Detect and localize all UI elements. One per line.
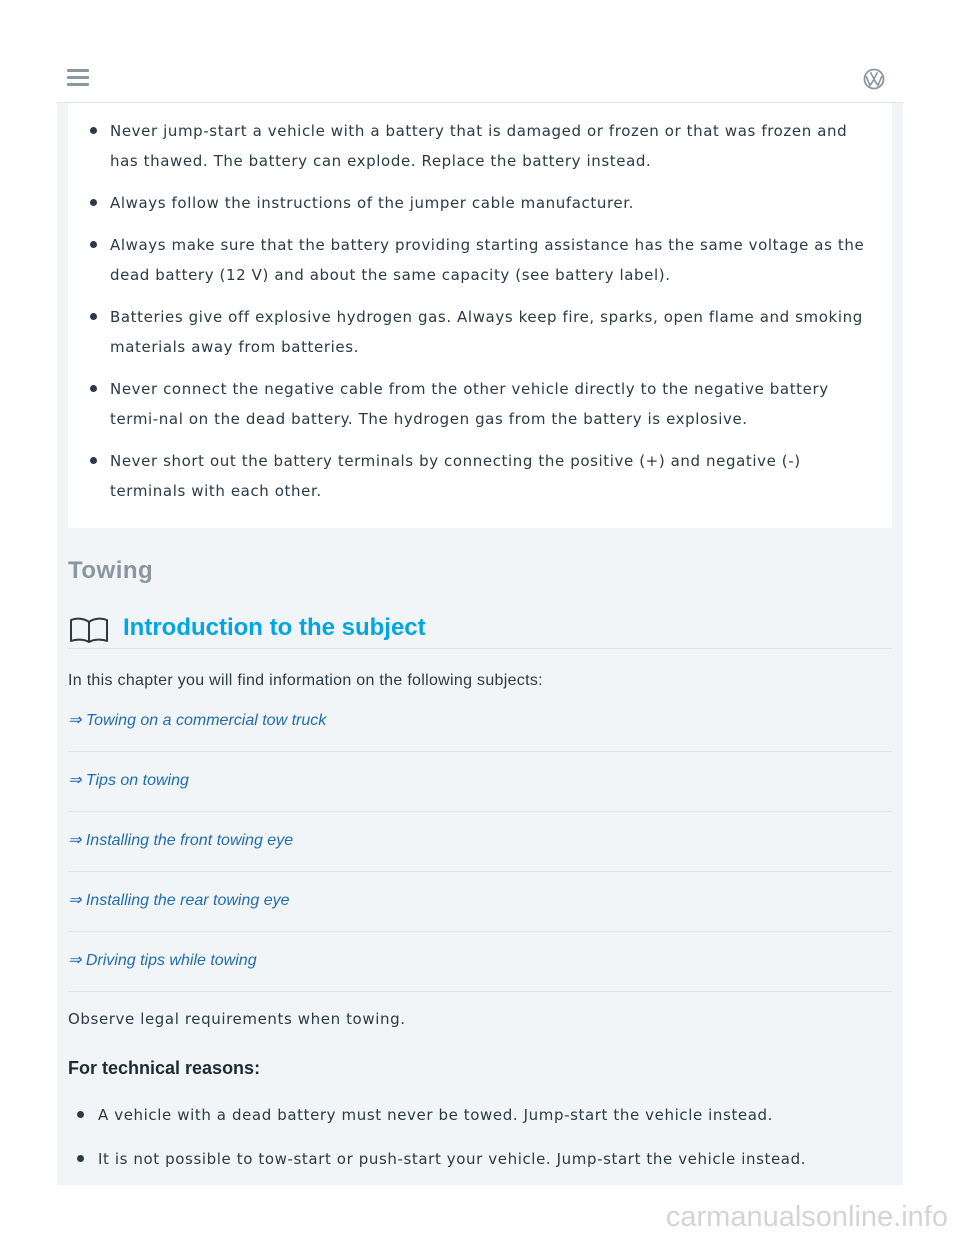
warning-box bbox=[68, 86, 892, 528]
list-item bbox=[68, 752, 892, 812]
warning-item: Batteries give off explosive hydrogen gas. Always keep fire, sparks, open flame and smoking materials away from batteries. bbox=[68, 302, 892, 362]
warning-item: Never jump-start a vehicle with a battery that is damaged or frozen or that was frozen and has thawed. The battery can explode. Replace the battery instead. bbox=[68, 116, 892, 176]
content-page bbox=[57, 102, 903, 1185]
tech-heading: For technical reasons: bbox=[68, 1058, 261, 1078]
tech-list bbox=[57, 1100, 903, 1188]
warning-item: Never connect the negative cable from the other vehicle directly to the negative battery termi-nal on the dead battery. The hydrogen gas from the battery is explosive. bbox=[68, 374, 892, 434]
list-item bbox=[68, 872, 892, 932]
book-icon bbox=[68, 616, 110, 644]
warning-item: Never short out the battery terminals by connecting the positive (+) and negative (-) terminals with each other. bbox=[68, 446, 892, 506]
link-tips-on-towing[interactable]: ⇒ Tips on towing bbox=[68, 772, 189, 789]
intro-title: Introduction to the subject bbox=[123, 614, 426, 641]
subject-links bbox=[68, 692, 892, 992]
list-item bbox=[68, 932, 892, 992]
tech-item: A vehicle with a dead battery must never be towed. Jump-start the vehicle instead. bbox=[57, 1100, 903, 1130]
watermark: carmanualsonline.info bbox=[665, 1201, 948, 1233]
intro-header bbox=[68, 611, 892, 649]
list-item bbox=[68, 812, 892, 872]
list-item bbox=[68, 692, 892, 752]
warning-list bbox=[68, 116, 892, 518]
section-title: Towing bbox=[68, 557, 154, 584]
warning-item: Always make sure that the battery providing starting assistance has the same voltage as the dead battery (12 V) and about the same capacity (see battery label). bbox=[68, 230, 892, 290]
top-bar bbox=[57, 57, 903, 103]
link-front-towing-eye[interactable]: ⇒ Installing the front towing eye bbox=[68, 832, 294, 849]
hamburger-icon[interactable] bbox=[67, 69, 89, 87]
link-commercial-tow-truck[interactable]: ⇒ Towing on a commercial tow truck bbox=[68, 712, 327, 729]
warning-item: Always follow the instructions of the jumper cable manufacturer. bbox=[68, 188, 892, 218]
vw-logo-icon[interactable] bbox=[863, 68, 885, 90]
tech-item: It is not possible to tow-start or push-start your vehicle. Jump-start the vehicle instead. bbox=[57, 1144, 903, 1174]
intro-text: In this chapter you will find information on the following subjects: bbox=[68, 672, 543, 689]
observe-text: Observe legal requirements when towing. bbox=[68, 1010, 406, 1028]
link-driving-tips-towing[interactable]: ⇒ Driving tips while towing bbox=[68, 952, 257, 969]
link-rear-towing-eye[interactable]: ⇒ Installing the rear towing eye bbox=[68, 892, 290, 909]
